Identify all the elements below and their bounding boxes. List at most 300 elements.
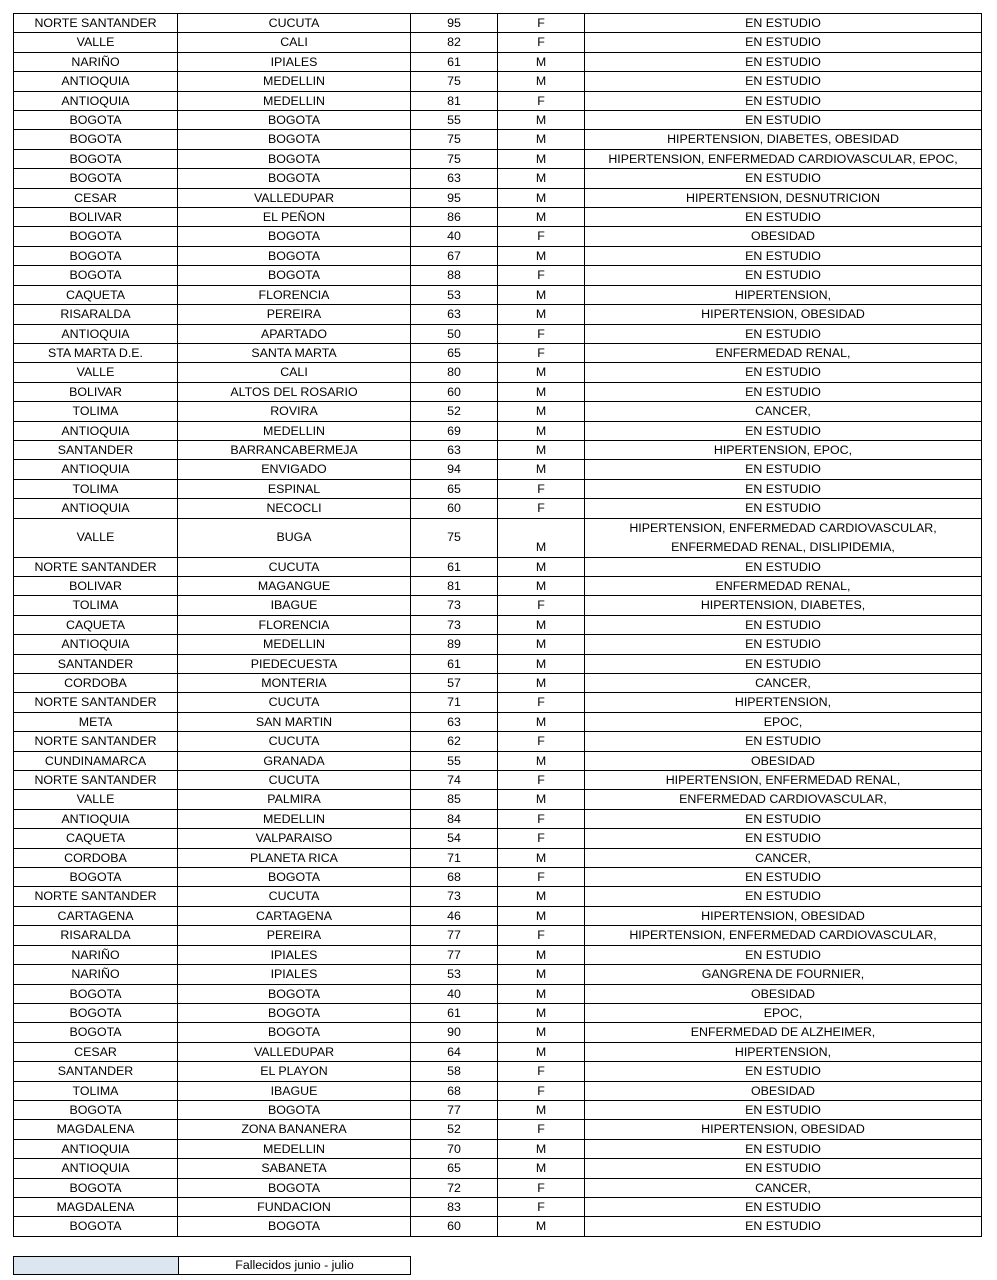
table-row: [14, 712, 982, 731]
municipality-cell: FLORENCIA: [178, 615, 411, 634]
department-cell: TOLIMA: [14, 402, 178, 421]
comorbidity-cell: HIPERTENSION, ENFERMEDAD CARDIOVASCULAR, EPOC,: [585, 149, 982, 168]
table-row: [14, 149, 982, 168]
sex-cell: F: [498, 868, 585, 887]
municipality-cell: NECOCLI: [178, 499, 411, 518]
table-row: [14, 440, 982, 459]
table-row: [14, 1159, 982, 1178]
sex-cell: M: [498, 557, 585, 576]
department-cell: BOLIVAR: [14, 382, 178, 401]
municipality-cell: CALI: [178, 33, 411, 52]
table-row: [14, 1120, 982, 1139]
age-cell: 94: [411, 460, 498, 479]
department-cell: BOGOTA: [14, 1217, 178, 1236]
municipality-cell: FUNDACION: [178, 1197, 411, 1216]
municipality-cell: PIEDECUESTA: [178, 654, 411, 673]
table-row: [14, 1100, 982, 1119]
table-row: [14, 1062, 982, 1081]
table-row: [14, 421, 982, 440]
comorbidity-cell: EN ESTUDIO: [585, 52, 982, 71]
table-row: [14, 343, 982, 362]
municipality-cell: SAN MARTIN: [178, 712, 411, 731]
age-cell: 81: [411, 91, 498, 110]
table-row: [14, 246, 982, 265]
comorbidity-cell: EN ESTUDIO: [585, 324, 982, 343]
table-row: [14, 674, 982, 693]
table-row: [14, 829, 982, 848]
table-row: [14, 615, 982, 634]
legend: [13, 1256, 411, 1275]
municipality-cell: FLORENCIA: [178, 285, 411, 304]
department-cell: BOGOTA: [14, 111, 178, 130]
age-cell: 77: [411, 926, 498, 945]
age-cell: 74: [411, 771, 498, 790]
comorbidity-cell: EN ESTUDIO: [585, 1159, 982, 1178]
municipality-cell: IPIALES: [178, 945, 411, 964]
age-cell: 77: [411, 1100, 498, 1119]
comorbidity-cell: EN ESTUDIO: [585, 266, 982, 285]
age-cell: 80: [411, 363, 498, 382]
table-row: [14, 1139, 982, 1158]
age-cell: 53: [411, 285, 498, 304]
municipality-cell: MEDELLIN: [178, 91, 411, 110]
sex-cell: M: [498, 1217, 585, 1236]
comorbidity-cell: EN ESTUDIO: [585, 14, 982, 33]
comorbidity-cell: EPOC,: [585, 712, 982, 731]
municipality-cell: BOGOTA: [178, 227, 411, 246]
sex-cell: M: [498, 72, 585, 91]
table-row: [14, 227, 982, 246]
sex-cell: F: [498, 809, 585, 828]
department-cell: NORTE SANTANDER: [14, 14, 178, 33]
sex-cell: F: [498, 732, 585, 751]
table-row: [14, 965, 982, 984]
municipality-cell: BOGOTA: [178, 246, 411, 265]
table-row: [14, 887, 982, 906]
department-cell: CUNDINAMARCA: [14, 751, 178, 770]
sex-cell: M: [498, 984, 585, 1003]
department-cell: ANTIOQUIA: [14, 635, 178, 654]
sex-cell: M: [498, 363, 585, 382]
municipality-cell: BOGOTA: [178, 868, 411, 887]
municipality-cell: BOGOTA: [178, 111, 411, 130]
sex-cell: F: [498, 1178, 585, 1197]
department-cell: BOLIVAR: [14, 208, 178, 227]
municipality-cell: PEREIRA: [178, 305, 411, 324]
age-cell: 67: [411, 246, 498, 265]
municipality-cell: BOGOTA: [178, 169, 411, 188]
comorbidity-cell: EN ESTUDIO: [585, 382, 982, 401]
comorbidity-cell: EN ESTUDIO: [585, 208, 982, 227]
municipality-cell: CUCUTA: [178, 557, 411, 576]
comorbidity-cell: CANCER,: [585, 848, 982, 867]
sex-cell: M: [498, 887, 585, 906]
department-cell: BOGOTA: [14, 868, 178, 887]
sex-cell: F: [498, 771, 585, 790]
department-cell: NORTE SANTANDER: [14, 557, 178, 576]
comorbidity-cell: ENFERMEDAD CARDIOVASCULAR,: [585, 790, 982, 809]
deaths-table: [13, 13, 982, 1237]
department-cell: ANTIOQUIA: [14, 421, 178, 440]
sex-cell: M: [498, 1003, 585, 1022]
municipality-cell: GRANADA: [178, 751, 411, 770]
municipality-cell: CUCUTA: [178, 887, 411, 906]
department-cell: NORTE SANTANDER: [14, 887, 178, 906]
department-cell: NARIÑO: [14, 945, 178, 964]
age-cell: 71: [411, 848, 498, 867]
sex-cell: F: [498, 1062, 585, 1081]
municipality-cell: BOGOTA: [178, 266, 411, 285]
age-cell: 63: [411, 169, 498, 188]
department-cell: TOLIMA: [14, 479, 178, 498]
age-cell: 88: [411, 266, 498, 285]
sex-cell: M: [498, 1023, 585, 1042]
comorbidity-cell: EN ESTUDIO: [585, 33, 982, 52]
sex-cell: F: [498, 33, 585, 52]
municipality-cell: BOGOTA: [178, 1178, 411, 1197]
sex-cell: M: [498, 1139, 585, 1158]
table-row: [14, 654, 982, 673]
age-cell: 65: [411, 479, 498, 498]
table-row: [14, 72, 982, 91]
municipality-cell: EL PEÑON: [178, 208, 411, 227]
comorbidity-cell: EN ESTUDIO: [585, 1217, 982, 1236]
municipality-cell: MEDELLIN: [178, 809, 411, 828]
comorbidity-cell: EN ESTUDIO: [585, 635, 982, 654]
municipality-cell: PEREIRA: [178, 926, 411, 945]
department-cell: MAGDALENA: [14, 1120, 178, 1139]
sex-cell: M: [498, 1042, 585, 1061]
comorbidity-cell: CANCER,: [585, 674, 982, 693]
table-row: [14, 1081, 982, 1100]
department-cell: CESAR: [14, 188, 178, 207]
age-cell: 75: [411, 149, 498, 168]
sex-cell: F: [498, 91, 585, 110]
municipality-cell: ZONA BANANERA: [178, 1120, 411, 1139]
legend-label: Fallecidos junio - julio: [179, 1257, 411, 1275]
sex-cell: M: [498, 440, 585, 459]
department-cell: ANTIOQUIA: [14, 460, 178, 479]
comorbidity-cell: EN ESTUDIO: [585, 1197, 982, 1216]
municipality-cell: PALMIRA: [178, 790, 411, 809]
municipality-cell: SANTA MARTA: [178, 343, 411, 362]
department-cell: SANTANDER: [14, 440, 178, 459]
age-cell: 75: [411, 72, 498, 91]
municipality-cell: BOGOTA: [178, 1217, 411, 1236]
comorbidity-cell: EN ESTUDIO: [585, 615, 982, 634]
department-cell: CESAR: [14, 1042, 178, 1061]
department-cell: BOGOTA: [14, 246, 178, 265]
comorbidity-cell: HIPERTENSION, ENFERMEDAD CARDIOVASCULAR, ENFERMEDAD RENAL, DISLIPIDEMIA,: [585, 518, 982, 557]
municipality-cell: CARTAGENA: [178, 906, 411, 925]
table-row: [14, 868, 982, 887]
table-row: [14, 635, 982, 654]
table-row: [14, 771, 982, 790]
department-cell: ANTIOQUIA: [14, 91, 178, 110]
table-row: [14, 188, 982, 207]
sex-cell: F: [498, 596, 585, 615]
department-cell: TOLIMA: [14, 596, 178, 615]
comorbidity-cell: CANCER,: [585, 1178, 982, 1197]
department-cell: BOGOTA: [14, 169, 178, 188]
sex-cell: M: [498, 1100, 585, 1119]
department-cell: NORTE SANTANDER: [14, 693, 178, 712]
sex-cell: M: [498, 208, 585, 227]
age-cell: 52: [411, 402, 498, 421]
department-cell: BOGOTA: [14, 984, 178, 1003]
comorbidity-cell: EN ESTUDIO: [585, 91, 982, 110]
comorbidity-cell: HIPERTENSION, DIABETES, OBESIDAD: [585, 130, 982, 149]
municipality-cell: VALLEDUPAR: [178, 188, 411, 207]
department-cell: RISARALDA: [14, 305, 178, 324]
age-cell: 73: [411, 596, 498, 615]
department-cell: VALLE: [14, 518, 178, 557]
department-cell: BOGOTA: [14, 1023, 178, 1042]
comorbidity-cell: HIPERTENSION, EPOC,: [585, 440, 982, 459]
age-cell: 55: [411, 111, 498, 130]
municipality-cell: PLANETA RICA: [178, 848, 411, 867]
age-cell: 72: [411, 1178, 498, 1197]
sex-cell: M: [498, 674, 585, 693]
department-cell: NARIÑO: [14, 965, 178, 984]
comorbidity-cell: HIPERTENSION, OBESIDAD: [585, 305, 982, 324]
deaths-table-body: [14, 14, 982, 1237]
age-cell: 68: [411, 868, 498, 887]
comorbidity-cell: EN ESTUDIO: [585, 460, 982, 479]
age-cell: 89: [411, 635, 498, 654]
comorbidity-cell: EPOC,: [585, 1003, 982, 1022]
table-row: [14, 926, 982, 945]
age-cell: 75: [411, 518, 498, 557]
age-cell: 60: [411, 382, 498, 401]
municipality-cell: CUCUTA: [178, 732, 411, 751]
sex-cell: F: [498, 14, 585, 33]
table-row: [14, 906, 982, 925]
department-cell: TOLIMA: [14, 1081, 178, 1100]
table-row: [14, 1178, 982, 1197]
comorbidity-cell: EN ESTUDIO: [585, 887, 982, 906]
comorbidity-cell: HIPERTENSION, ENFERMEDAD RENAL,: [585, 771, 982, 790]
table-row: [14, 984, 982, 1003]
age-cell: 73: [411, 887, 498, 906]
department-cell: NARIÑO: [14, 52, 178, 71]
municipality-cell: MAGANGUE: [178, 576, 411, 595]
sex-cell: M: [498, 130, 585, 149]
table-row: [14, 693, 982, 712]
municipality-cell: CALI: [178, 363, 411, 382]
sex-cell: M: [498, 848, 585, 867]
table-row: [14, 305, 982, 324]
age-cell: 57: [411, 674, 498, 693]
municipality-cell: MEDELLIN: [178, 421, 411, 440]
department-cell: NORTE SANTANDER: [14, 771, 178, 790]
department-cell: RISARALDA: [14, 926, 178, 945]
municipality-cell: IPIALES: [178, 965, 411, 984]
sex-cell: M: [498, 169, 585, 188]
comorbidity-cell: EN ESTUDIO: [585, 246, 982, 265]
age-cell: 73: [411, 615, 498, 634]
age-cell: 58: [411, 1062, 498, 1081]
table-row: [14, 809, 982, 828]
age-cell: 95: [411, 14, 498, 33]
comorbidity-cell: EN ESTUDIO: [585, 1062, 982, 1081]
municipality-cell: IBAGUE: [178, 1081, 411, 1100]
sex-cell: M: [498, 576, 585, 595]
comorbidity-cell: ENFERMEDAD DE ALZHEIMER,: [585, 1023, 982, 1042]
comorbidity-cell: CANCER,: [585, 402, 982, 421]
comorbidity-cell: EN ESTUDIO: [585, 809, 982, 828]
age-cell: 77: [411, 945, 498, 964]
sex-cell: M: [498, 246, 585, 265]
table-row: [14, 732, 982, 751]
age-cell: 61: [411, 1003, 498, 1022]
table-row: [14, 1197, 982, 1216]
department-cell: ANTIOQUIA: [14, 324, 178, 343]
department-cell: ANTIOQUIA: [14, 72, 178, 91]
table-row: [14, 1042, 982, 1061]
age-cell: 61: [411, 557, 498, 576]
age-cell: 64: [411, 1042, 498, 1061]
sex-cell: F: [498, 693, 585, 712]
sex-cell: M: [498, 421, 585, 440]
sex-cell: M: [498, 635, 585, 654]
department-cell: CAQUETA: [14, 285, 178, 304]
age-cell: 53: [411, 965, 498, 984]
sex-cell: M: [498, 945, 585, 964]
department-cell: META: [14, 712, 178, 731]
municipality-cell: BOGOTA: [178, 1023, 411, 1042]
municipality-cell: MEDELLIN: [178, 635, 411, 654]
municipality-cell: SABANETA: [178, 1159, 411, 1178]
comorbidity-cell: EN ESTUDIO: [585, 479, 982, 498]
comorbidity-cell: OBESIDAD: [585, 227, 982, 246]
sex-cell: F: [498, 499, 585, 518]
comorbidity-cell: EN ESTUDIO: [585, 654, 982, 673]
comorbidity-cell: HIPERTENSION, ENFERMEDAD CARDIOVASCULAR,: [585, 926, 982, 945]
age-cell: 50: [411, 324, 498, 343]
comorbidity-cell: EN ESTUDIO: [585, 868, 982, 887]
comorbidity-cell: EN ESTUDIO: [585, 111, 982, 130]
department-cell: BOGOTA: [14, 266, 178, 285]
comorbidity-cell: EN ESTUDIO: [585, 732, 982, 751]
sex-cell: M: [498, 460, 585, 479]
age-cell: 52: [411, 1120, 498, 1139]
sex-cell: F: [498, 266, 585, 285]
municipality-cell: VALLEDUPAR: [178, 1042, 411, 1061]
age-cell: 71: [411, 693, 498, 712]
table-row: [14, 596, 982, 615]
department-cell: CORDOBA: [14, 848, 178, 867]
municipality-cell: ESPINAL: [178, 479, 411, 498]
municipality-cell: CUCUTA: [178, 771, 411, 790]
sex-cell: M: [498, 790, 585, 809]
sex-cell: M: [498, 751, 585, 770]
table-row: [14, 499, 982, 518]
department-cell: NORTE SANTANDER: [14, 732, 178, 751]
sex-cell: M: [498, 305, 585, 324]
table-row: [14, 285, 982, 304]
table-row: [14, 460, 982, 479]
age-cell: 54: [411, 829, 498, 848]
table-row: [14, 33, 982, 52]
sex-cell: M: [498, 906, 585, 925]
comorbidity-cell: EN ESTUDIO: [585, 499, 982, 518]
municipality-cell: BOGOTA: [178, 130, 411, 149]
department-cell: CARTAGENA: [14, 906, 178, 925]
table-row: [14, 91, 982, 110]
table-row: [14, 382, 982, 401]
legend-swatch: [14, 1257, 179, 1275]
department-cell: SANTANDER: [14, 1062, 178, 1081]
age-cell: 60: [411, 1217, 498, 1236]
table-row: [14, 111, 982, 130]
table-row: [14, 208, 982, 227]
age-cell: 83: [411, 1197, 498, 1216]
municipality-cell: BOGOTA: [178, 1003, 411, 1022]
age-cell: 63: [411, 305, 498, 324]
municipality-cell: IBAGUE: [178, 596, 411, 615]
sex-cell: M: [498, 518, 585, 557]
age-cell: 82: [411, 33, 498, 52]
age-cell: 90: [411, 1023, 498, 1042]
age-cell: 55: [411, 751, 498, 770]
municipality-cell: BOGOTA: [178, 1100, 411, 1119]
municipality-cell: EL PLAYON: [178, 1062, 411, 1081]
comorbidity-cell: EN ESTUDIO: [585, 829, 982, 848]
table-row: [14, 266, 982, 285]
sex-cell: M: [498, 285, 585, 304]
department-cell: SANTANDER: [14, 654, 178, 673]
department-cell: ANTIOQUIA: [14, 1159, 178, 1178]
table-row: [14, 790, 982, 809]
municipality-cell: ALTOS DEL ROSARIO: [178, 382, 411, 401]
table-row: [14, 14, 982, 33]
age-cell: 69: [411, 421, 498, 440]
department-cell: CAQUETA: [14, 829, 178, 848]
department-cell: CAQUETA: [14, 615, 178, 634]
department-cell: ANTIOQUIA: [14, 809, 178, 828]
comorbidity-cell: EN ESTUDIO: [585, 363, 982, 382]
municipality-cell: APARTADO: [178, 324, 411, 343]
age-cell: 62: [411, 732, 498, 751]
table-row: [14, 324, 982, 343]
age-cell: 85: [411, 790, 498, 809]
comorbidity-cell: HIPERTENSION, DIABETES,: [585, 596, 982, 615]
table-row: [14, 169, 982, 188]
department-cell: VALLE: [14, 790, 178, 809]
sex-cell: M: [498, 188, 585, 207]
municipality-cell: CUCUTA: [178, 14, 411, 33]
sex-cell: M: [498, 1159, 585, 1178]
municipality-cell: ENVIGADO: [178, 460, 411, 479]
age-cell: 60: [411, 499, 498, 518]
comorbidity-cell: OBESIDAD: [585, 1081, 982, 1100]
table-row: [14, 363, 982, 382]
department-cell: BOLIVAR: [14, 576, 178, 595]
sex-cell: F: [498, 227, 585, 246]
comorbidity-cell: ENFERMEDAD RENAL,: [585, 576, 982, 595]
comorbidity-cell: OBESIDAD: [585, 751, 982, 770]
age-cell: 68: [411, 1081, 498, 1100]
table-row: [14, 518, 982, 557]
comorbidity-cell: EN ESTUDIO: [585, 421, 982, 440]
sex-cell: M: [498, 382, 585, 401]
comorbidity-cell: EN ESTUDIO: [585, 169, 982, 188]
comorbidity-cell: EN ESTUDIO: [585, 72, 982, 91]
municipality-cell: BOGOTA: [178, 149, 411, 168]
sex-cell: F: [498, 479, 585, 498]
department-cell: BOGOTA: [14, 130, 178, 149]
